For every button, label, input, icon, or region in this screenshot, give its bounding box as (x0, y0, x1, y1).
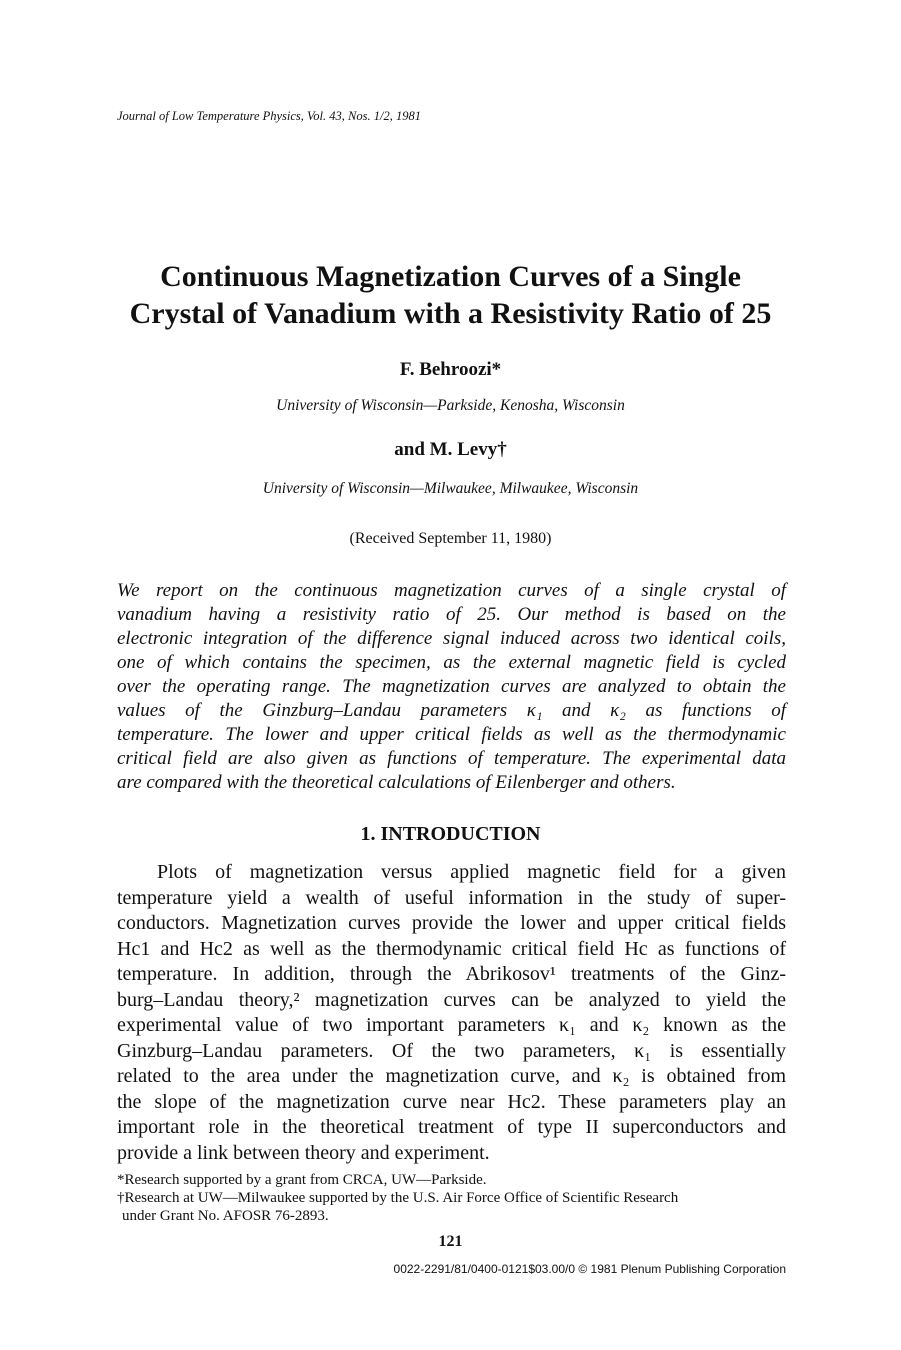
abstract-line: critical field are also given as functions of temperature. The experimental data (117, 748, 786, 769)
abstract-line: vanadium having a resistivity ratio of 25. Our method is based on the (117, 604, 786, 625)
abstract-line: one of which contains the specimen, as the external magnetic field is cycled (117, 652, 786, 673)
title-line: Crystal of Vanadium with a Resistivity Ratio of 25 (129, 297, 772, 330)
author-affiliation: University of Wisconsin—Parkside, Kenosha, Wisconsin (276, 397, 625, 414)
author-name: F. Behroozi* (399, 359, 502, 380)
introduction-paragraph (117, 860, 786, 1166)
body-line: related to the area under the magnetization curve, and κ₂ is obtained from (117, 1065, 786, 1087)
author-name: and M. Levy† (394, 439, 507, 460)
received-date: (Received September 11, 1980) (349, 530, 552, 547)
paper-title (0, 258, 901, 332)
body-line: important role in the theoretical treatment of type II superconductors and (117, 1116, 786, 1138)
author-affiliation: University of Wisconsin—Milwaukee, Milwaukee, Wisconsin (262, 480, 639, 497)
footnote: *Research supported by a grant from CRCA, UW—Parkside. (117, 1172, 487, 1188)
page-number: 121 (438, 1233, 463, 1250)
body-line: experimental value of two important parameters κ₁ and κ₂ known as the (117, 1014, 786, 1036)
abstract-line: are compared with the theoretical calculations of Eilenberger and others. (117, 772, 676, 793)
copyright-line: 0022-2291/81/0400-0121$03.00/0 © 1981 Plenum Publishing Corporation (393, 1262, 786, 1276)
body-line: temperature yield a wealth of useful information in the study of super- (117, 886, 786, 909)
body-line: the slope of the magnetization curve near Hc2. These parameters play an (117, 1090, 786, 1113)
footnote-continuation: under Grant No. AFOSR 76-2893. (122, 1208, 329, 1224)
abstract-line: We report on the continuous magnetization curves of a single crystal of (117, 580, 786, 601)
footnotes (117, 1171, 786, 1225)
abstract-line: over the operating range. The magnetization curves are analyzed to obtain the (117, 676, 786, 697)
body-line: Plots of magnetization versus applied magnetic field for a given (157, 861, 786, 883)
body-line: burg–Landau theory,² magnetization curves can be analyzed to yield the (117, 988, 786, 1011)
body-line: provide a link between theory and experiment. (117, 1141, 490, 1164)
body-line: Ginzburg–Landau parameters. Of the two parameters, κ₁ is essentially (117, 1039, 786, 1062)
title-line: Continuous Magnetization Curves of a Single (160, 260, 741, 293)
body-line: Hc1 and Hc2 as well as the thermodynamic critical field Hc as functions of (117, 937, 786, 960)
abstract (117, 579, 786, 795)
abstract-line: electronic integration of the difference signal induced across two identical coils, (117, 628, 786, 649)
abstract-line: values of the Ginzburg–Landau parameters κ₁ and κ₂ as functions of (117, 700, 786, 721)
journal-header: Journal of Low Temperature Physics, Vol. 43, Nos. 1/2, 1981 (117, 109, 421, 123)
body-line: conductors. Magnetization curves provide the lower and upper critical fields (117, 912, 786, 934)
section-heading: 1. INTRODUCTION (360, 823, 541, 845)
footnote: †Research at UW—Milwaukee supported by the U.S. Air Force Office of Scientific Research (117, 1190, 679, 1206)
abstract-line: temperature. The lower and upper critical fields as well as the thermodynamic (117, 724, 786, 745)
body-line: temperature. In addition, through the Abrikosov¹ treatments of the Ginz- (117, 963, 786, 985)
